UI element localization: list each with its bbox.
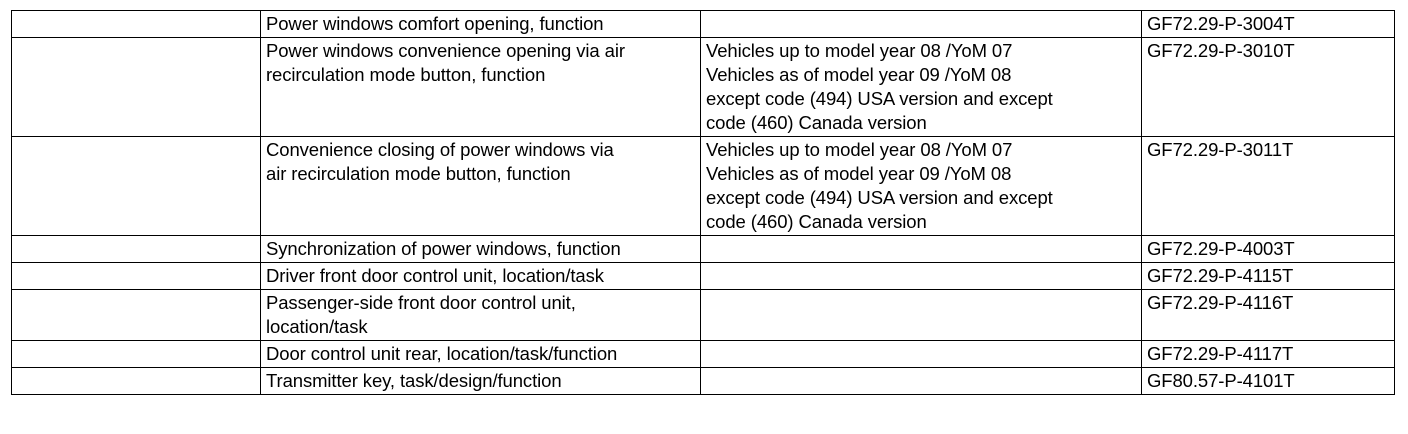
row-code-cell: GF80.57-P-4101T	[1142, 368, 1395, 395]
table-row	[12, 137, 1395, 236]
row-code-cell: GF72.29-P-4116T	[1142, 290, 1395, 341]
row-note-cell: Vehicles up to model year 08 /YoM 07 Vehicles as of model year 09 /YoM 08 except code (494) USA version and except code (460) Canada version	[701, 38, 1142, 137]
table-row	[12, 38, 1395, 137]
row-code-cell: GF72.29-P-3004T	[1142, 11, 1395, 38]
row-category-cell	[12, 263, 261, 290]
table-row	[12, 11, 1395, 38]
row-category-cell	[12, 137, 261, 236]
row-category-cell	[12, 290, 261, 341]
row-note-cell	[701, 368, 1142, 395]
row-title-cell: Synchronization of power windows, function	[261, 236, 701, 263]
row-title-cell: Passenger-side front door control unit, location/task	[261, 290, 701, 341]
row-title-cell: Transmitter key, task/design/function	[261, 368, 701, 395]
row-title-cell: Door control unit rear, location/task/function	[261, 341, 701, 368]
row-note-cell	[701, 341, 1142, 368]
row-category-cell	[12, 11, 261, 38]
table-row	[12, 236, 1395, 263]
table-row	[12, 368, 1395, 395]
row-category-cell	[12, 38, 261, 137]
row-note-cell	[701, 236, 1142, 263]
row-category-cell	[12, 236, 261, 263]
table-row	[12, 341, 1395, 368]
row-code-cell: GF72.29-P-3011T	[1142, 137, 1395, 236]
row-title-cell: Power windows convenience opening via air recirculation mode button, function	[261, 38, 701, 137]
row-code-cell: GF72.29-P-4003T	[1142, 236, 1395, 263]
row-code-cell: GF72.29-P-4117T	[1142, 341, 1395, 368]
row-note-cell	[701, 290, 1142, 341]
table-row	[12, 263, 1395, 290]
row-category-cell	[12, 368, 261, 395]
row-category-cell	[12, 341, 261, 368]
row-note-cell: Vehicles up to model year 08 /YoM 07 Vehicles as of model year 09 /YoM 08 except code (494) USA version and except code (460) Canada version	[701, 137, 1142, 236]
table-row	[12, 290, 1395, 341]
row-title-cell: Power windows comfort opening, function	[261, 11, 701, 38]
row-code-cell: GF72.29-P-4115T	[1142, 263, 1395, 290]
row-title-cell: Convenience closing of power windows via air recirculation mode button, function	[261, 137, 701, 236]
row-code-cell: GF72.29-P-3010T	[1142, 38, 1395, 137]
reference-table	[11, 10, 1395, 395]
row-title-cell: Driver front door control unit, location/task	[261, 263, 701, 290]
row-note-cell	[701, 263, 1142, 290]
row-note-cell	[701, 11, 1142, 38]
